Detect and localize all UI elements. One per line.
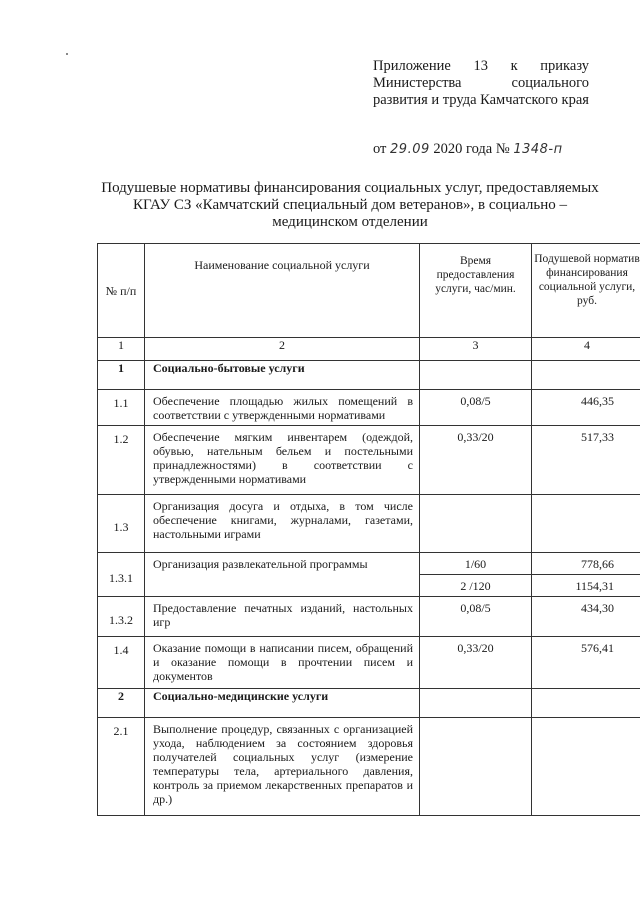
row-num: 1.3: [98, 495, 145, 553]
row-num: 1.4: [98, 637, 145, 689]
column-index: 3: [420, 338, 532, 361]
row-norm: [532, 495, 640, 553]
row-norm: [532, 718, 640, 816]
table-row: [98, 495, 640, 553]
norms-table: [97, 243, 640, 816]
row-norm: 434,30: [532, 597, 640, 637]
row-time: [420, 495, 532, 553]
appendix-reference: Приложение 13 к приказу Министерства социального развития и труда Камчатского края: [373, 58, 589, 108]
header-norm: Подушевой норматив финансирования социальной услуги, руб.: [532, 244, 640, 338]
row-num: 1: [98, 361, 145, 390]
row-time-alt: 2 /120: [420, 575, 532, 597]
scan-speck: [66, 53, 68, 55]
table-row: [98, 597, 640, 637]
row-norm: [532, 689, 640, 718]
table-row: [98, 390, 640, 426]
table-row: [98, 689, 640, 718]
document-title: Подушевые нормативы финансирования социальных услуг, предоставляемых КГАУ СЗ «Камчатский специальный дом ветеранов», в социально – медицинском отделении: [101, 180, 599, 230]
handwritten-date: 29.09: [390, 142, 430, 157]
row-num: 1.2: [98, 426, 145, 495]
column-index: 2: [145, 338, 420, 361]
row-name: Обеспечение мягким инвентарем (одеждой, обувью, нательным бельем и постельными принадлежностями) в соответствии с утвержденными нормативами: [145, 426, 420, 495]
row-name: Выполнение процедур, связанных с организацией ухода, наблюдением за состоянием здоровья получателей социальных услуг (измерение температуры тела, артериального давления, контроль за приемом лекарственных препаратов и др.): [145, 718, 420, 816]
row-time: [420, 718, 532, 816]
row-norm: 517,33: [532, 426, 640, 495]
row-norm-alt: 1154,31: [532, 575, 640, 597]
column-index-row: [98, 338, 640, 361]
row-time: [420, 689, 532, 718]
table-row: [98, 361, 640, 390]
row-num: 1.3.2: [98, 597, 145, 637]
row-norm: 576,41: [532, 637, 640, 689]
date-prefix: от: [373, 141, 387, 157]
row-time: 0,33/20: [420, 426, 532, 495]
row-time: [420, 361, 532, 390]
row-name: Социально-бытовые услуги: [145, 361, 420, 390]
row-name: Оказание помощи в написании писем, обращений и оказание помощи в прочтении писем и документов: [145, 637, 420, 689]
row-name: Социально-медицинские услуги: [145, 689, 420, 718]
order-date-line: [373, 140, 633, 159]
row-num: 2.1: [98, 718, 145, 816]
column-index: 1: [98, 338, 145, 361]
row-num: 1.3.1: [98, 553, 145, 597]
table-row: [98, 718, 640, 816]
table-row: [98, 426, 640, 495]
row-name: Предоставление печатных изданий, настольных игр: [145, 597, 420, 637]
row-time: 0,33/20: [420, 637, 532, 689]
table-row: [98, 553, 640, 575]
row-norm: 446,35: [532, 390, 640, 426]
row-norm: 778,66: [532, 553, 640, 575]
row-name: Обеспечение площадью жилых помещений в соответствии с утвержденными нормативами: [145, 390, 420, 426]
table-header-row: [98, 244, 640, 338]
date-middle: 2020 года №: [433, 141, 510, 157]
header-time: Время предоставления услуги, час/мин.: [420, 244, 532, 338]
row-norm: [532, 361, 640, 390]
row-name: Организация развлекательной программы: [145, 553, 420, 597]
column-index: 4: [532, 338, 640, 361]
row-time: 0,08/5: [420, 390, 532, 426]
row-time: 1/60: [420, 553, 532, 575]
handwritten-order-number: 1348-п: [513, 142, 563, 157]
row-num: 2: [98, 689, 145, 718]
row-name: Организация досуга и отдыха, в том числе обеспечение книгами, журналами, газетами, настольными играми: [145, 495, 420, 553]
table-row: [98, 637, 640, 689]
header-name: Наименование социальной услуги: [145, 244, 420, 338]
row-num: 1.1: [98, 390, 145, 426]
row-time: 0,08/5: [420, 597, 532, 637]
header-num: № п/п: [98, 244, 145, 338]
